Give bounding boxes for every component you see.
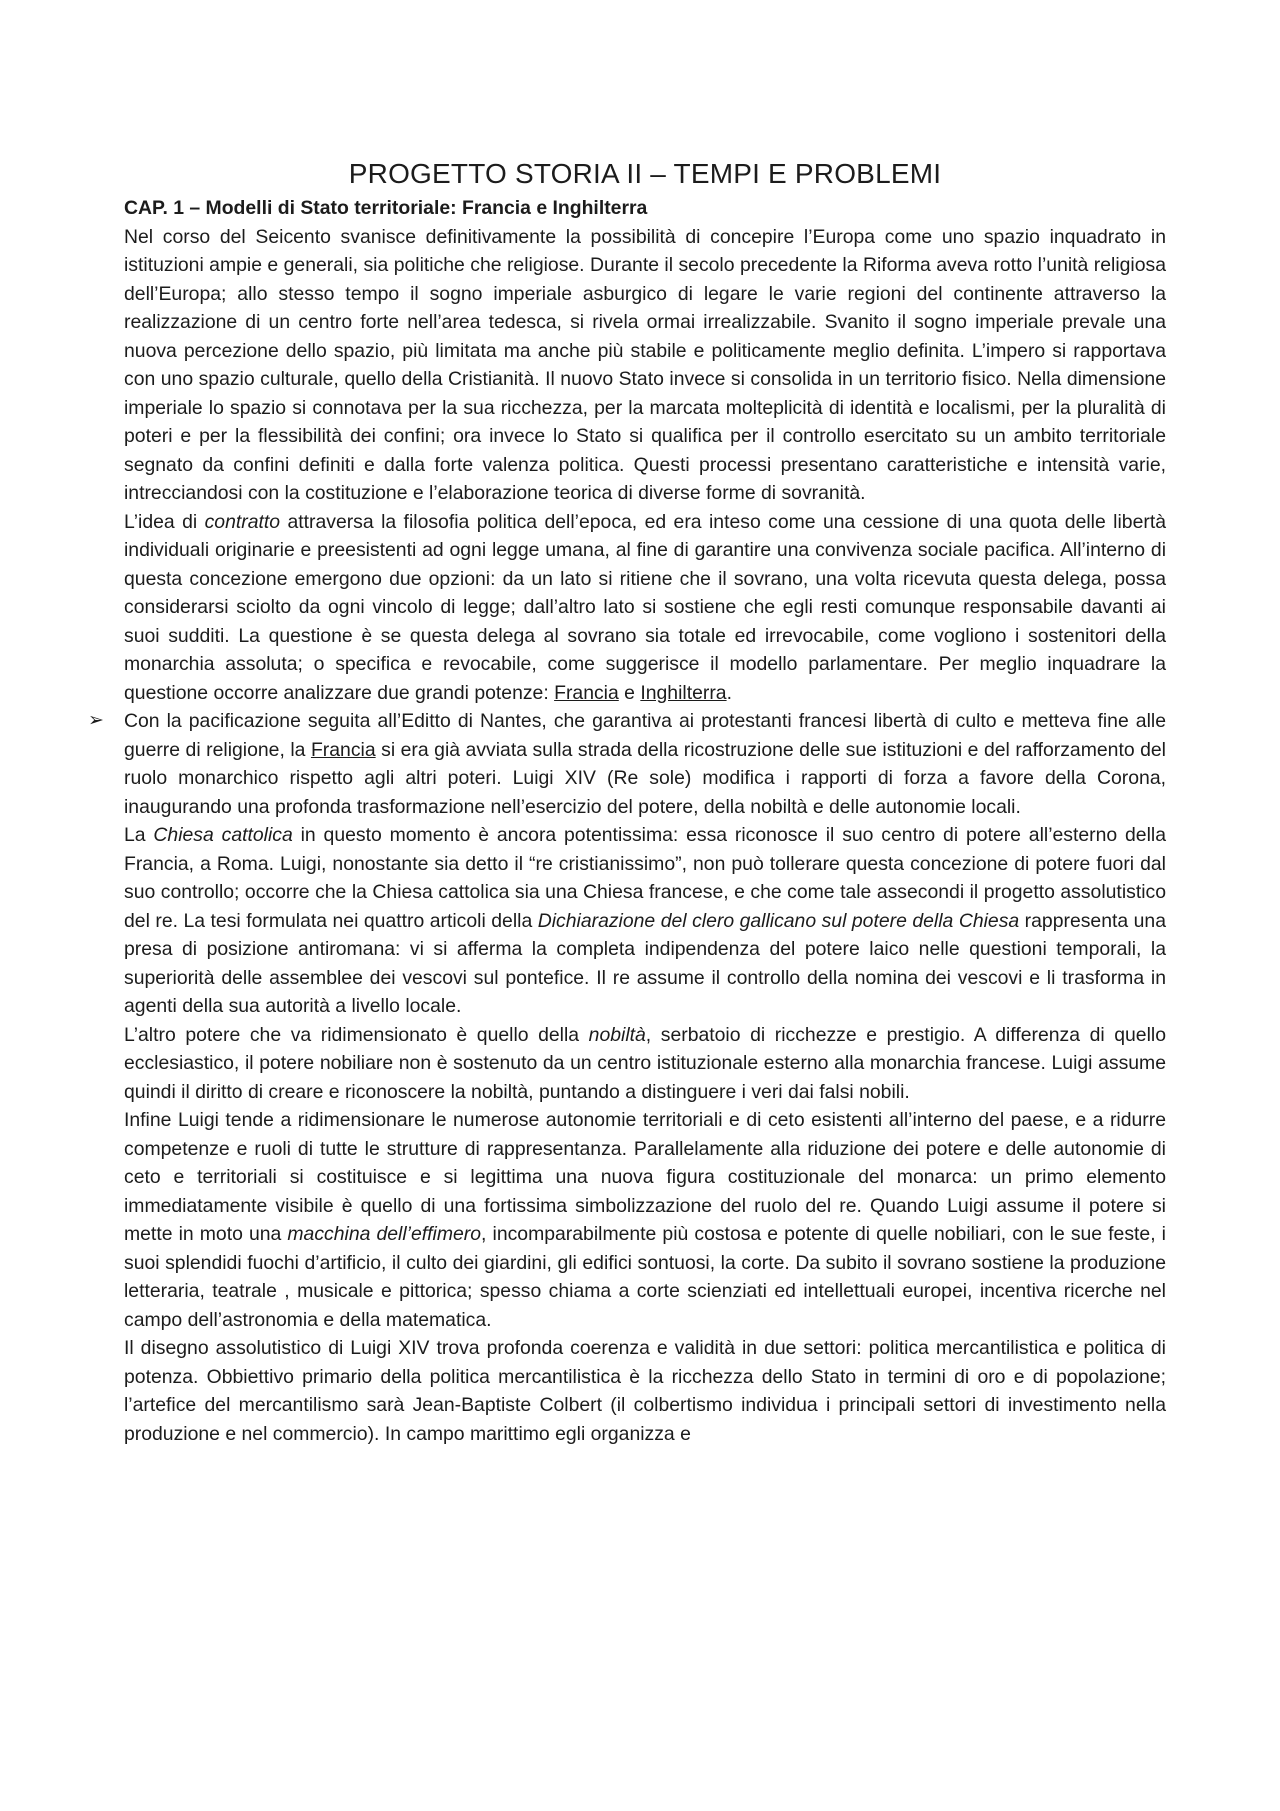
paragraph-2-text: L’idea di bbox=[124, 510, 205, 533]
paragraph-2-text: e bbox=[618, 681, 641, 704]
arrow-bullet-icon: ➢ bbox=[88, 710, 104, 731]
page-title: PROGETTO STORIA II – TEMPI E PROBLEMI bbox=[348, 158, 942, 189]
paragraph-4-text: La bbox=[124, 824, 154, 846]
nobilta-term: nobiltà bbox=[588, 1023, 646, 1046]
paragraph-5-text: L’altro potere che va ridimensionato è quello della bbox=[124, 1023, 589, 1046]
paragraph-2 bbox=[124, 508, 1166, 708]
chiesa-cattolica-term: Chiesa cattolica bbox=[153, 824, 293, 846]
francia-underlined: Francia bbox=[310, 738, 376, 761]
paragraph-5-text: , serbatoio di ricchezze e prestigio. A differenza di quello ecclesiastico, il potere nobiliare non è sostenuto da un centro istituzionale esterno alla monarchia francese. Luigi assume quindi il diritto di creare e riconoscere la nobiltà, puntando a distinguere i veri dai falsi nobili. bbox=[124, 1023, 1166, 1103]
contratto-term: contratto bbox=[204, 510, 281, 533]
francia-underlined: Francia bbox=[554, 681, 619, 704]
document-page bbox=[88, 156, 1167, 1448]
paragraph-3-text: si era già avviata sulla strada della ricostruzione delle sue istituzioni e del rafforzamento del ruolo monarchico rispetto agli altri poteri. Luigi XIV (Re sole) modifica i rapporti di forza a favore della Corona, inaugurando una profonda trasformazione nell’esercizio del potere, della nobiltà e delle autonomie locali. bbox=[124, 738, 1166, 818]
paragraph-4-text: in questo momento è ancora potentissima: essa riconosce il suo centro di potere all’esterno della Francia, a Roma. Luigi, nonostante sia detto il “re cristianissimo”, non può tollerare questa concezione di potere fuori dal suo controllo; occorre che la Chiesa cattolica sia una Chiesa francese, e che come tale assecondi il progetto assolutistico del re. La tesi formulata nei quattro articoli della bbox=[124, 824, 1166, 932]
chapter-heading: CAP. 1 – Modelli di Stato territoriale: Francia e Inghilterra bbox=[124, 197, 648, 219]
inghilterra-underlined: Inghilterra bbox=[640, 681, 727, 704]
paragraph-5 bbox=[124, 1021, 1166, 1107]
paragraph-6 bbox=[124, 1106, 1166, 1334]
paragraph-3-text: Con la pacificazione seguita all’Editto di Nantes, che garantiva ai protestanti francesi libertà di culto e metteva fine alle guerre di religione, la bbox=[124, 710, 1166, 761]
paragraph-6-text: , incomparabilmente più costosa e potente di quelle nobiliari, con le sue feste, i suoi splendidi fuochi d’artificio, il culto dei giardini, gli edifici sontuosi, la corte. Da subito il sovrano sostiene la produzione letteraria, teatrale , musicale e pittorica; spesso chiama a corte scienziati ed intellettuali europei, incentiva ricerche nel campo dell’astronomia e della matematica. bbox=[124, 1223, 1166, 1331]
paragraph-6-text: Infine Luigi tende a ridimensionare le numerose autonomie territoriali e di ceto esistenti all’interno del paese, e a ridurre competenze e ruoli di tutte le strutture di rappresentanza. Parallelamente alla riduzione dei potere e delle autonomie di ceto e territoriali si costituisce e si legittima una nuova figura costituzionale del monarca: un primo elemento immediatamente visibile è quello di una fortissima simbolizzazione del ruolo del re. Quando Luigi assume il potere si mette in moto una bbox=[124, 1109, 1166, 1245]
macchina-effimero-term: macchina dell’effimero bbox=[287, 1223, 482, 1245]
paragraph-2-text: . bbox=[726, 681, 732, 704]
paragraph-3 bbox=[88, 707, 1166, 821]
paragraph-4 bbox=[124, 821, 1166, 1021]
paragraph-4-text: rappresenta una presa di posizione antiromana: vi si afferma la completa indipendenza del potere laico nelle questioni temporali, la superiorità delle assemblee dei vescovi sul pontefice. Il re assume il controllo della nomina dei vescovi e li trasforma in agenti della sua autorità a livello locale. bbox=[124, 909, 1167, 1017]
dichiarazione-title: Dichiarazione del clero gallicano sul potere della Chiesa bbox=[537, 909, 1020, 932]
paragraph-2-text: attraversa la filosofia politica dell’epoca, ed era inteso come una cessione di una quota delle libertà individuali originarie e preesistenti ad ogni legge umana, al fine di garantire una convivenza sociale pacifica. All’interno di questa concezione emergono due opzioni: da un lato si ritiene che il sovrano, una volta ricevuta questa delega, possa considerarsi sciolto da ogni vincolo di legge; dall’altro lato si sostiene che egli resti comunque responsabile davanti ai suoi sudditi. La questione è se questa delega al sovrano sia totale ed irrevocabile, come vogliono i sostenitori della monarchia assoluta; o specifica e revocabile, come suggerisce il modello parlamentare. Per meglio inquadrare la questione occorre analizzare due grandi potenze: bbox=[124, 510, 1166, 704]
paragraph-1: Nel corso del Seicento svanisce definitivamente la possibilità di concepire l’Europa come uno spazio inquadrato in istituzioni ampie e generali, sia politiche che religiose. Durante il secolo precedente la Riforma aveva rotto l’unità religiosa dell’Europa; allo stesso tempo il sogno imperiale asburgico di legare le varie regioni del continente attraverso la realizzazione di un centro forte nell’area tedesca, si rivela ormai irrealizzabile. Svanito il sogno imperiale prevale una nuova percezione dello spazio, più limitata ma anche più stabile e politicamente meglio definita. L’impero si rapportava con uno spazio culturale, quello della Cristianità. Il nuovo Stato invece si consolida in un territorio fisico. Nella dimensione imperiale lo spazio si connotava per la sua ricchezza, per la marcata molteplicità di identità e localismi, per la pluralità di poteri e per la flessibilità dei confini; ora invece lo Stato si qualifica per il controllo esercitato su un ambito territoriale segnato da confini definiti e dalla forte valenza politica. Questi processi presentano caratteristiche e intensità varie, intrecciandosi con la costituzione e l’elaborazione teorica di diverse forme di sovranità. bbox=[124, 225, 1166, 504]
paragraph-7: Il disegno assolutistico di Luigi XIV trova profonda coerenza e validità in due settori: politica mercantilistica e politica di potenza. Obbiettivo primario della politica mercantilistica è la ricchezza dello Stato in termini di oro e di popolazione; l’artefice del mercantilismo sarà Jean-Baptiste Colbert (il colbertismo individua i principali settori di investimento nella produzione e nel commercio). In campo marittimo egli organizza e bbox=[124, 1337, 1166, 1445]
